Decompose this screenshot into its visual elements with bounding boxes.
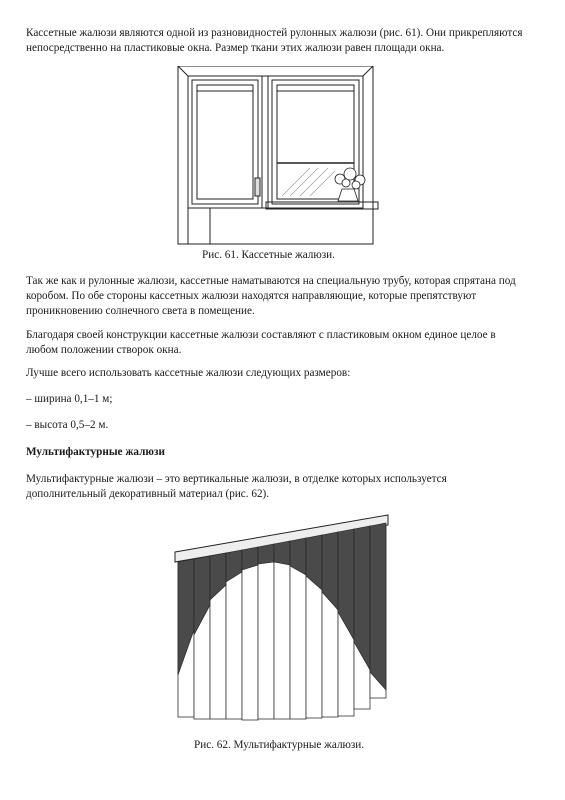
text-line: дополнительный декоративный материал (рис. 62).	[26, 488, 270, 500]
paragraph-multifactor	[26, 472, 541, 502]
text-line: Так же как и рулонные жалюзи, кассетные наматываются на специальную трубу, которая спрятана под	[26, 275, 516, 287]
paragraph-construction	[26, 328, 541, 358]
figure-61-illustration	[170, 66, 395, 246]
figure-62-illustration	[170, 510, 395, 732]
text-line: – высота 0,5–2 м.	[26, 419, 109, 431]
text-line: Лучше всего использовать кассетные жалюзи следующих размеров:	[26, 367, 351, 379]
text-line: проникновению солнечного света в помещение.	[26, 305, 255, 317]
text-line: Мультифактурные жалюзи – это вертикальные жалюзи, в отделке которых используется	[26, 473, 447, 485]
text-line: непосредственно на пластиковые окна. Размер ткани этих жалюзи равен площади окна.	[26, 42, 445, 54]
section-heading: Мультифактурные жалюзи	[26, 446, 165, 458]
text-line: – ширина 0,1–1 м;	[26, 393, 113, 405]
paragraph-intro	[26, 26, 541, 56]
list-item-height	[26, 418, 541, 433]
paragraph-sizes	[26, 366, 541, 381]
text-line: любом положении створок окна.	[26, 344, 182, 356]
text-line: Кассетные жалюзи являются одной из разновидностей рулонных жалюзи (рис. 61). Они прикрепляются	[26, 27, 523, 39]
text-line: Благодаря своей конструкции кассетные жалюзи составляют с пластиковым окном единое целое в	[26, 329, 496, 341]
list-item-width	[26, 392, 541, 407]
paragraph-mechanism	[26, 274, 541, 319]
text-line: коробом. По обе стороны кассетных жалюзи находятся направляющие, которые препятствуют	[26, 290, 477, 302]
figure-62-caption: Рис. 62. Мультифактурные жалюзи.	[194, 739, 365, 751]
figure-61-caption: Рис. 61. Кассетные жалюзи.	[202, 249, 335, 261]
